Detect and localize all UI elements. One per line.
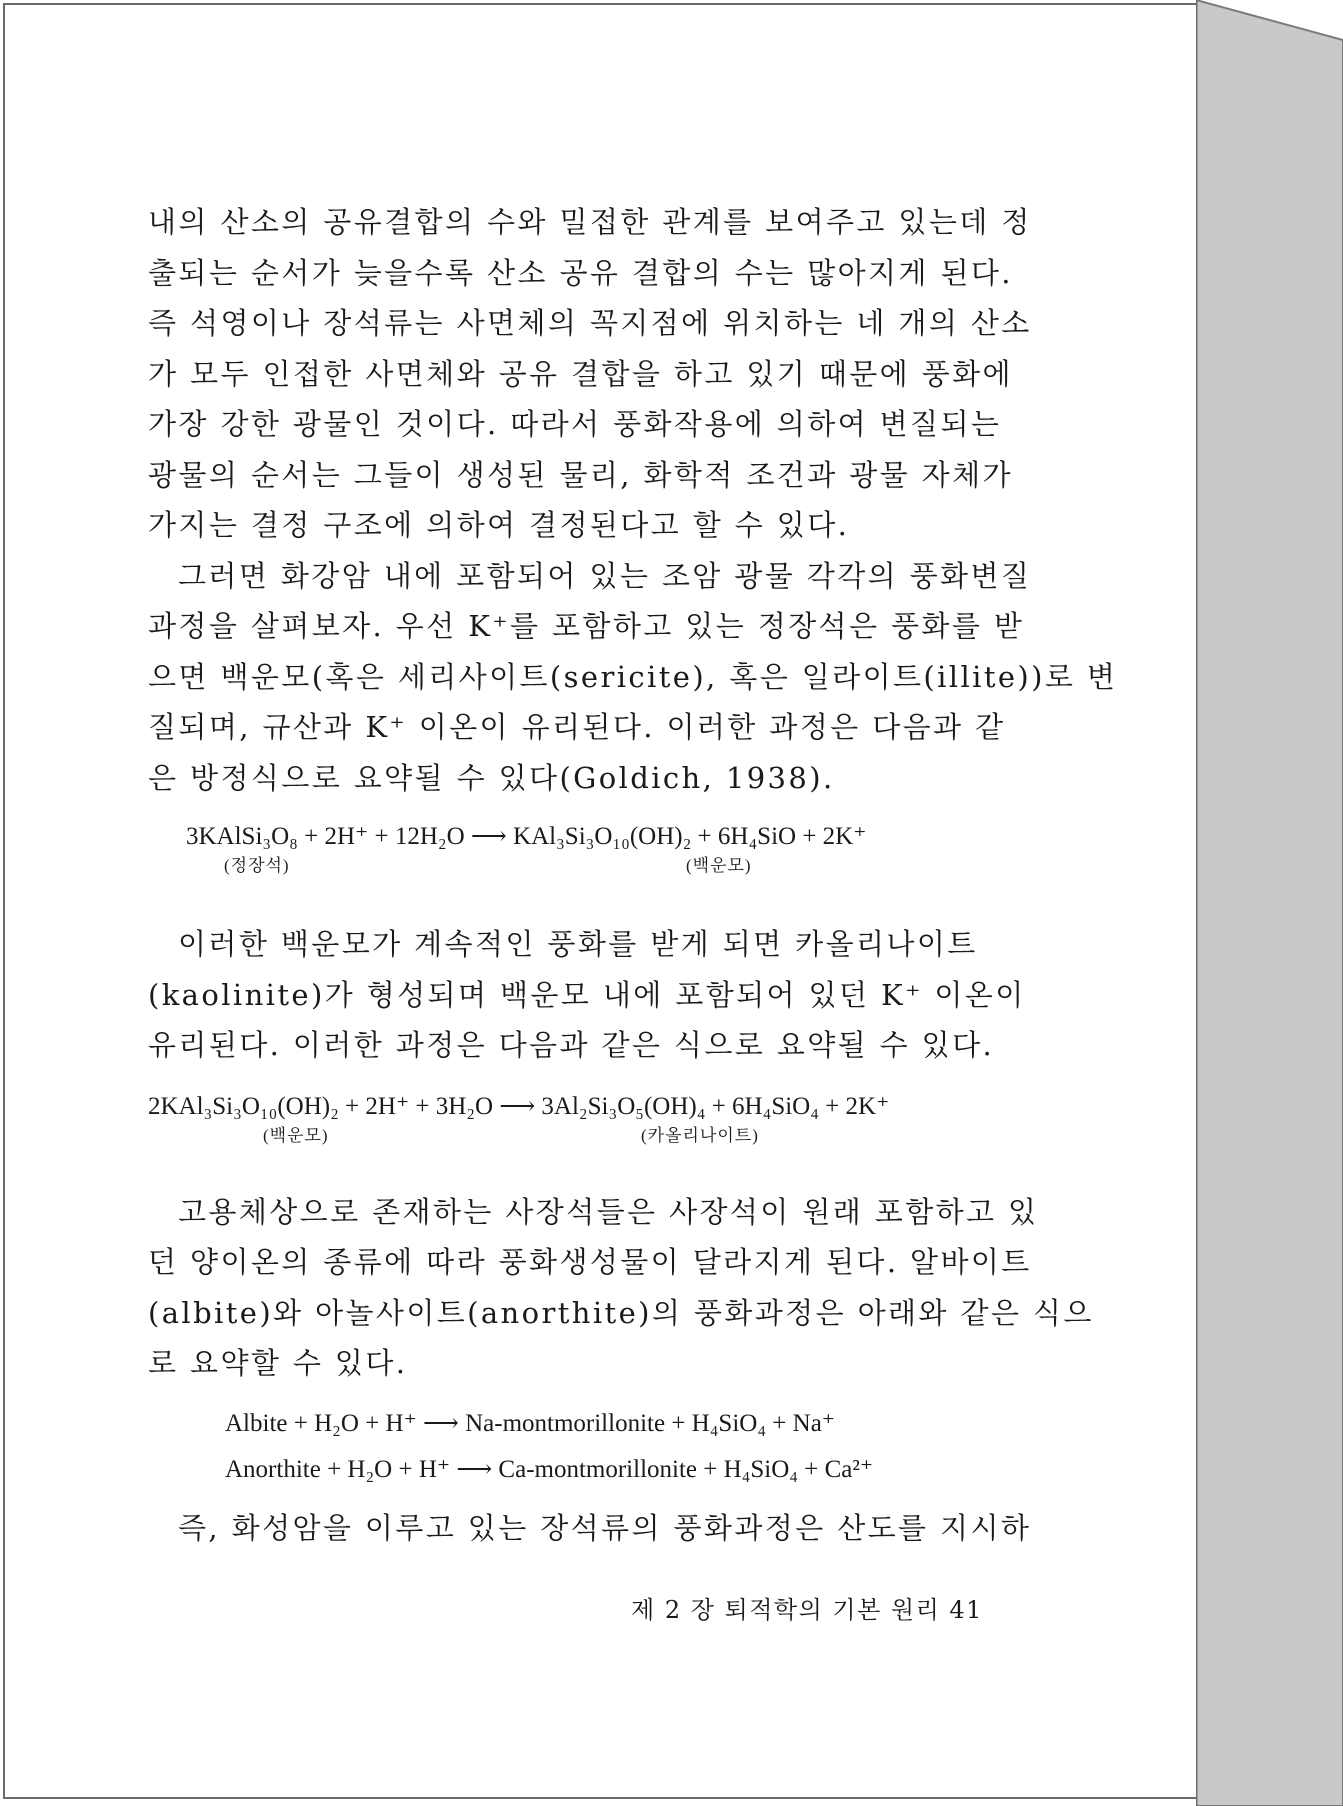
text-line: 가 모두 인접한 사면체와 공유 결합을 하고 있기 때문에 풍화에 xyxy=(148,356,1013,391)
text-line: 고용체상으로 존재하는 사장석들은 사장석이 원래 포함하고 있 xyxy=(178,1194,1039,1229)
book-edge-graphic xyxy=(1196,0,1343,1806)
paragraph-2 xyxy=(148,551,1118,804)
text-line: 질되며, 규산과 K⁺ 이온이 유리된다. 이러한 과정은 다음과 같 xyxy=(148,710,1006,744)
label-muscovite: (백운모) xyxy=(263,1125,329,1145)
equation-2-left: 2KAl₃Si₃O₁₀(OH)₂ + 2H⁺ + 3H₂O xyxy=(148,1092,494,1120)
equation-2-right: 3Al₂Si₃O₅(OH)₄ + 6H₄SiO₄ + 2K⁺ xyxy=(541,1092,890,1120)
paragraph-3 xyxy=(148,919,1033,1071)
text-line: 출되는 순서가 늦을수록 산소 공유 결합의 수는 많아지게 된다. xyxy=(148,255,1013,290)
equation-albite: Albite + H₂O + H⁺ ⟶ Na-montmorillonite + H₄SiO₄ + Na⁺ xyxy=(225,1409,835,1437)
text-line: 가장 강한 광물인 것이다. 따라서 풍화작용에 의하여 변질되는 xyxy=(148,407,1002,441)
text-line: (albite)와 아놀사이트(anorthite)의 풍화과정은 아래와 같은 식으 xyxy=(148,1295,1094,1330)
label-kaolinite: (카올리나이트) xyxy=(641,1125,759,1145)
text-line: 가지는 결정 구조에 의하여 결정된다고 할 수 있다. xyxy=(148,508,850,542)
equation-1-left: 3KAlSi₃O₈ + 2H⁺ + 12H₂O xyxy=(186,823,465,850)
text-line: (kaolinite)가 형성되며 백운모 내에 포함되어 있던 K⁺ 이온이 xyxy=(148,977,1026,1012)
text-line: 즉, 화성암을 이루고 있는 장석류의 풍화과정은 산도를 지시하 xyxy=(178,1510,1032,1545)
page-footer: 제 2 장 퇴적학의 기본 원리 41 xyxy=(631,1596,983,1624)
paragraph-4 xyxy=(148,1187,1094,1389)
equation-anorthite: Anorthite + H₂O + H⁺ ⟶ Ca-montmorillonite + H₄SiO₄ + Ca²⁺ xyxy=(225,1455,874,1483)
text-line: 으면 백운모(혹은 세리사이트(sericite), 혹은 일라이트(illite))로 변 xyxy=(148,659,1118,694)
text-line: 그러면 화강암 내에 포함되어 있는 조암 광물 각각의 풍화변질 xyxy=(178,558,1032,593)
paragraph-1 xyxy=(148,197,1033,551)
text-line: 과정을 살펴보자. 우선 K⁺를 포함하고 있는 정장석은 풍화를 받 xyxy=(148,609,1025,643)
book-page xyxy=(3,3,1198,1799)
text-line: 로 요약할 수 있다. xyxy=(148,1346,408,1380)
label-orthoclase: (정장석) xyxy=(224,856,290,875)
text-line: 광물의 순서는 그들이 생성된 물리, 화학적 조건과 광물 자체가 xyxy=(148,457,1013,492)
equation-1-right: KAl₃Si₃O₁₀(OH)₂ + 6H₄SiO + 2K⁺ xyxy=(513,823,867,850)
paragraph-5 xyxy=(148,1503,1033,1554)
equation-1 xyxy=(186,815,1033,911)
text-line: 던 양이온의 종류에 따라 풍화생성물이 달라지게 된다. 알바이트 xyxy=(148,1245,1032,1279)
arrow-icon: ⟶ xyxy=(470,823,507,850)
equation-3 xyxy=(225,1401,1033,1493)
text-line: 이러한 백운모가 계속적인 풍화를 받게 되면 카올리나이트 xyxy=(178,927,978,961)
text-line: 내의 산소의 공유결합의 수와 밀접한 관계를 보여주고 있는데 정 xyxy=(148,205,1032,239)
body-text xyxy=(148,197,1118,1553)
equation-2 xyxy=(148,1085,1033,1175)
label-muscovite: (백운모) xyxy=(686,856,752,875)
arrow-icon: ⟶ xyxy=(499,1092,536,1120)
text-line: 유리된다. 이러한 과정은 다음과 같은 식으로 요약될 수 있다. xyxy=(148,1028,995,1062)
text-line: 은 방정식으로 요약될 수 있다(Goldich, 1938). xyxy=(148,760,835,795)
text-line: 즉 석영이나 장석류는 사면체의 꼭지점에 위치하는 네 개의 산소 xyxy=(148,306,1032,340)
